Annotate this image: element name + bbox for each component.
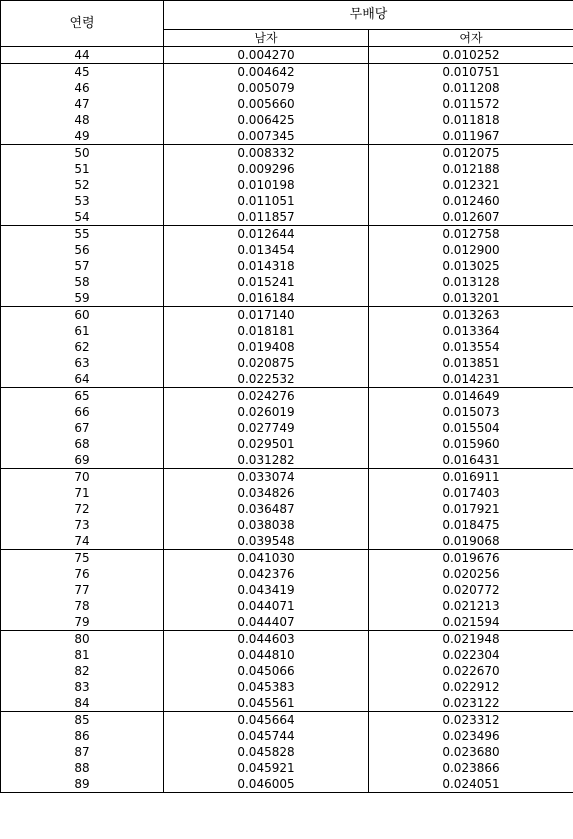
table-row [1,598,573,614]
age-cell: 56 [1,242,164,258]
age-cell: 60 [1,307,164,324]
table-row [1,226,573,243]
age-cell: 74 [1,533,164,550]
table-row [1,695,573,712]
female-rate-cell: 0.020256 [369,566,573,582]
female-rate-cell: 0.013128 [369,274,573,290]
male-rate-cell: 0.018181 [164,323,369,339]
table-row [1,679,573,695]
age-cell: 71 [1,485,164,501]
male-rate-cell: 0.027749 [164,420,369,436]
age-cell: 65 [1,388,164,405]
age-cell: 66 [1,404,164,420]
female-rate-cell: 0.022912 [369,679,573,695]
age-cell: 53 [1,193,164,209]
age-cell: 59 [1,290,164,307]
female-rate-cell: 0.021594 [369,614,573,631]
table-row [1,47,573,64]
table-row [1,112,573,128]
male-rate-cell: 0.046005 [164,776,369,793]
male-rate-cell: 0.036487 [164,501,369,517]
age-cell: 73 [1,517,164,533]
male-rate-cell: 0.020875 [164,355,369,371]
female-rate-cell: 0.014649 [369,388,573,405]
male-rate-cell: 0.029501 [164,436,369,452]
male-rate-cell: 0.045561 [164,695,369,712]
female-rate-cell: 0.013263 [369,307,573,324]
female-rate-cell: 0.016911 [369,469,573,486]
male-rate-cell: 0.038038 [164,517,369,533]
table-row [1,760,573,776]
age-cell: 48 [1,112,164,128]
age-cell: 81 [1,647,164,663]
age-cell: 55 [1,226,164,243]
male-column-header: 남자 [164,30,369,47]
female-rate-cell: 0.023122 [369,695,573,712]
male-rate-cell: 0.016184 [164,290,369,307]
table-row [1,145,573,162]
female-rate-cell: 0.012758 [369,226,573,243]
table-row [1,631,573,648]
table-row [1,550,573,567]
age-cell: 52 [1,177,164,193]
female-rate-cell: 0.012900 [369,242,573,258]
male-rate-cell: 0.013454 [164,242,369,258]
male-rate-cell: 0.006425 [164,112,369,128]
table-header [1,1,573,47]
female-rate-cell: 0.022670 [369,663,573,679]
female-rate-cell: 0.023312 [369,712,573,729]
female-rate-cell: 0.012075 [369,145,573,162]
table-row [1,274,573,290]
male-rate-cell: 0.043419 [164,582,369,598]
age-cell: 50 [1,145,164,162]
age-cell: 78 [1,598,164,614]
age-cell: 85 [1,712,164,729]
age-cell: 70 [1,469,164,486]
table-row [1,744,573,760]
male-rate-cell: 0.031282 [164,452,369,469]
table-row [1,469,573,486]
table-row [1,776,573,793]
table-row [1,290,573,307]
male-rate-cell: 0.012644 [164,226,369,243]
age-cell: 75 [1,550,164,567]
female-rate-cell: 0.015073 [369,404,573,420]
age-cell: 82 [1,663,164,679]
male-rate-cell: 0.004270 [164,47,369,64]
age-cell: 46 [1,80,164,96]
table-row [1,258,573,274]
table-row [1,485,573,501]
table-row [1,420,573,436]
female-rate-cell: 0.012321 [369,177,573,193]
table-row [1,323,573,339]
age-cell: 54 [1,209,164,226]
female-column-header: 여자 [369,30,573,47]
table-row [1,436,573,452]
female-rate-cell: 0.023866 [369,760,573,776]
male-rate-cell: 0.042376 [164,566,369,582]
table-row [1,161,573,177]
male-rate-cell: 0.007345 [164,128,369,145]
male-rate-cell: 0.045921 [164,760,369,776]
table-row [1,355,573,371]
male-rate-cell: 0.045744 [164,728,369,744]
female-rate-cell: 0.013025 [369,258,573,274]
age-cell: 67 [1,420,164,436]
age-cell: 62 [1,339,164,355]
male-rate-cell: 0.005079 [164,80,369,96]
female-rate-cell: 0.011967 [369,128,573,145]
table-row [1,533,573,550]
female-rate-cell: 0.019068 [369,533,573,550]
female-rate-cell: 0.024051 [369,776,573,793]
table-row [1,339,573,355]
female-rate-cell: 0.011572 [369,96,573,112]
table-row [1,728,573,744]
male-rate-cell: 0.033074 [164,469,369,486]
table-row [1,96,573,112]
table-row [1,388,573,405]
female-rate-cell: 0.017921 [369,501,573,517]
age-cell: 76 [1,566,164,582]
female-rate-cell: 0.021213 [369,598,573,614]
table-row [1,517,573,533]
table-row [1,193,573,209]
female-rate-cell: 0.021948 [369,631,573,648]
age-cell: 47 [1,96,164,112]
age-cell: 44 [1,47,164,64]
table-row [1,404,573,420]
age-cell: 58 [1,274,164,290]
female-rate-cell: 0.019676 [369,550,573,567]
age-cell: 77 [1,582,164,598]
table-row [1,209,573,226]
female-rate-cell: 0.014231 [369,371,573,388]
age-cell: 88 [1,760,164,776]
age-cell: 84 [1,695,164,712]
female-rate-cell: 0.012188 [369,161,573,177]
male-rate-cell: 0.015241 [164,274,369,290]
female-rate-cell: 0.023496 [369,728,573,744]
female-rate-cell: 0.023680 [369,744,573,760]
header-row-top [1,1,573,30]
male-rate-cell: 0.044071 [164,598,369,614]
table-row [1,663,573,679]
age-cell: 49 [1,128,164,145]
age-cell: 64 [1,371,164,388]
table-row [1,501,573,517]
age-cell: 89 [1,776,164,793]
age-cell: 61 [1,323,164,339]
table-row [1,712,573,729]
male-rate-cell: 0.014318 [164,258,369,274]
table-row [1,242,573,258]
age-cell: 79 [1,614,164,631]
table-row [1,614,573,631]
age-cell: 63 [1,355,164,371]
female-rate-cell: 0.013201 [369,290,573,307]
male-rate-cell: 0.041030 [164,550,369,567]
male-rate-cell: 0.010198 [164,177,369,193]
female-rate-cell: 0.013851 [369,355,573,371]
female-rate-cell: 0.012460 [369,193,573,209]
male-rate-cell: 0.045066 [164,663,369,679]
table-row [1,128,573,145]
table-row [1,582,573,598]
male-rate-cell: 0.026019 [164,404,369,420]
age-cell: 57 [1,258,164,274]
female-rate-cell: 0.010751 [369,64,573,81]
table-row [1,307,573,324]
table-body [1,47,573,793]
male-rate-cell: 0.039548 [164,533,369,550]
female-rate-cell: 0.013364 [369,323,573,339]
male-rate-cell: 0.044603 [164,631,369,648]
male-rate-cell: 0.024276 [164,388,369,405]
female-rate-cell: 0.022304 [369,647,573,663]
female-rate-cell: 0.011208 [369,80,573,96]
male-rate-cell: 0.009296 [164,161,369,177]
age-column-header: 연령 [1,1,164,47]
male-rate-cell: 0.044810 [164,647,369,663]
female-rate-cell: 0.015504 [369,420,573,436]
male-rate-cell: 0.011051 [164,193,369,209]
age-cell: 69 [1,452,164,469]
male-rate-cell: 0.045664 [164,712,369,729]
age-cell: 72 [1,501,164,517]
male-rate-cell: 0.017140 [164,307,369,324]
male-rate-cell: 0.005660 [164,96,369,112]
table-row [1,371,573,388]
table-row [1,647,573,663]
male-rate-cell: 0.004642 [164,64,369,81]
table-row [1,80,573,96]
female-rate-cell: 0.018475 [369,517,573,533]
age-cell: 51 [1,161,164,177]
female-rate-cell: 0.017403 [369,485,573,501]
male-rate-cell: 0.011857 [164,209,369,226]
age-cell: 87 [1,744,164,760]
female-rate-cell: 0.016431 [369,452,573,469]
table-row [1,177,573,193]
table-row [1,566,573,582]
female-rate-cell: 0.011818 [369,112,573,128]
female-rate-cell: 0.015960 [369,436,573,452]
male-rate-cell: 0.008332 [164,145,369,162]
table-row [1,452,573,469]
age-cell: 68 [1,436,164,452]
male-rate-cell: 0.045383 [164,679,369,695]
male-rate-cell: 0.019408 [164,339,369,355]
female-rate-cell: 0.020772 [369,582,573,598]
age-cell: 80 [1,631,164,648]
male-rate-cell: 0.045828 [164,744,369,760]
age-cell: 45 [1,64,164,81]
male-rate-cell: 0.034826 [164,485,369,501]
female-rate-cell: 0.010252 [369,47,573,64]
male-rate-cell: 0.044407 [164,614,369,631]
male-rate-cell: 0.022532 [164,371,369,388]
female-rate-cell: 0.013554 [369,339,573,355]
age-cell: 86 [1,728,164,744]
table-row [1,64,573,81]
non-dividend-group-header: 무배당 [164,1,573,30]
age-cell: 83 [1,679,164,695]
female-rate-cell: 0.012607 [369,209,573,226]
